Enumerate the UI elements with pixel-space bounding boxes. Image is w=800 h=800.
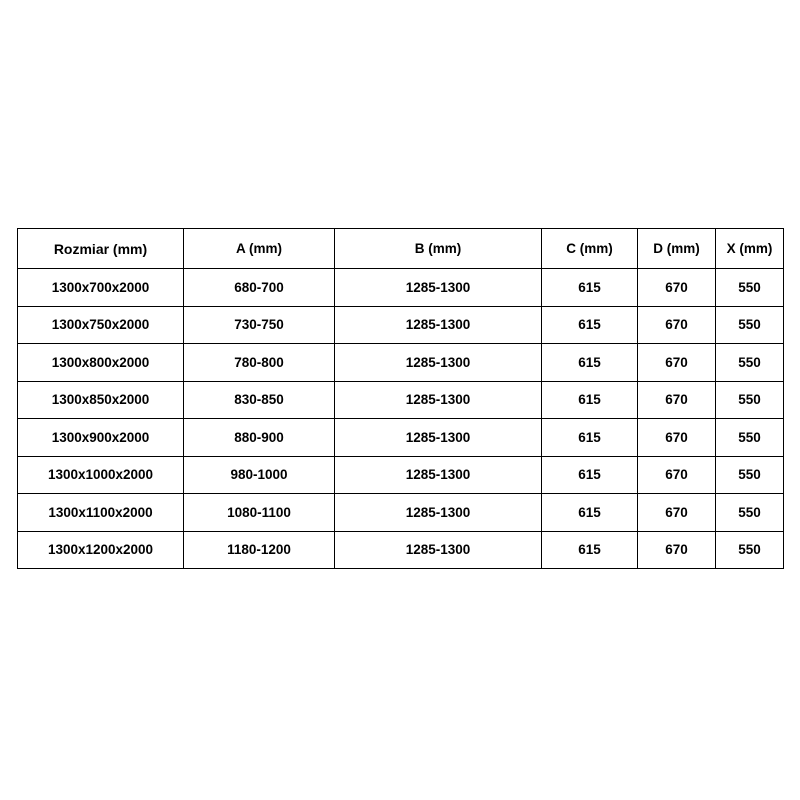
cell-x: 550 [716,531,784,569]
cell-x: 550 [716,269,784,307]
specification-table [17,228,784,569]
cell-b: 1285-1300 [335,381,542,419]
cell-c: 615 [542,419,638,457]
cell-size: 1300x700x2000 [18,269,184,307]
cell-b: 1285-1300 [335,344,542,382]
cell-b: 1285-1300 [335,306,542,344]
cell-size: 1300x1100x2000 [18,494,184,532]
cell-c: 615 [542,494,638,532]
column-header-size: Rozmiar (mm) [18,229,184,269]
cell-a: 880-900 [184,419,335,457]
cell-size: 1300x1000x2000 [18,456,184,494]
cell-a: 780-800 [184,344,335,382]
cell-c: 615 [542,381,638,419]
cell-a: 980-1000 [184,456,335,494]
cell-a: 680-700 [184,269,335,307]
cell-d: 670 [638,269,716,307]
table-row [18,381,784,419]
cell-d: 670 [638,306,716,344]
cell-b: 1285-1300 [335,456,542,494]
specification-table-container [17,228,783,569]
cell-size: 1300x1200x2000 [18,531,184,569]
cell-c: 615 [542,531,638,569]
cell-b: 1285-1300 [335,419,542,457]
table-row [18,494,784,532]
column-header-d: D (mm) [638,229,716,269]
cell-a: 1180-1200 [184,531,335,569]
cell-d: 670 [638,456,716,494]
cell-b: 1285-1300 [335,531,542,569]
table-row [18,269,784,307]
table-body [18,269,784,569]
cell-x: 550 [716,306,784,344]
cell-x: 550 [716,494,784,532]
cell-size: 1300x750x2000 [18,306,184,344]
table-row [18,456,784,494]
cell-b: 1285-1300 [335,269,542,307]
cell-a: 1080-1100 [184,494,335,532]
table-row [18,419,784,457]
cell-d: 670 [638,344,716,382]
cell-d: 670 [638,381,716,419]
cell-x: 550 [716,419,784,457]
cell-d: 670 [638,494,716,532]
cell-c: 615 [542,306,638,344]
table-header-row [18,229,784,269]
column-header-b: B (mm) [335,229,542,269]
cell-a: 830-850 [184,381,335,419]
cell-x: 550 [716,381,784,419]
cell-c: 615 [542,456,638,494]
cell-d: 670 [638,419,716,457]
cell-size: 1300x850x2000 [18,381,184,419]
column-header-x: X (mm) [716,229,784,269]
cell-c: 615 [542,269,638,307]
table-row [18,344,784,382]
table-header [18,229,784,269]
cell-size: 1300x900x2000 [18,419,184,457]
column-header-a: A (mm) [184,229,335,269]
table-row [18,306,784,344]
cell-x: 550 [716,456,784,494]
cell-a: 730-750 [184,306,335,344]
column-header-c: C (mm) [542,229,638,269]
cell-size: 1300x800x2000 [18,344,184,382]
table-row [18,531,784,569]
cell-b: 1285-1300 [335,494,542,532]
cell-d: 670 [638,531,716,569]
cell-x: 550 [716,344,784,382]
cell-c: 615 [542,344,638,382]
